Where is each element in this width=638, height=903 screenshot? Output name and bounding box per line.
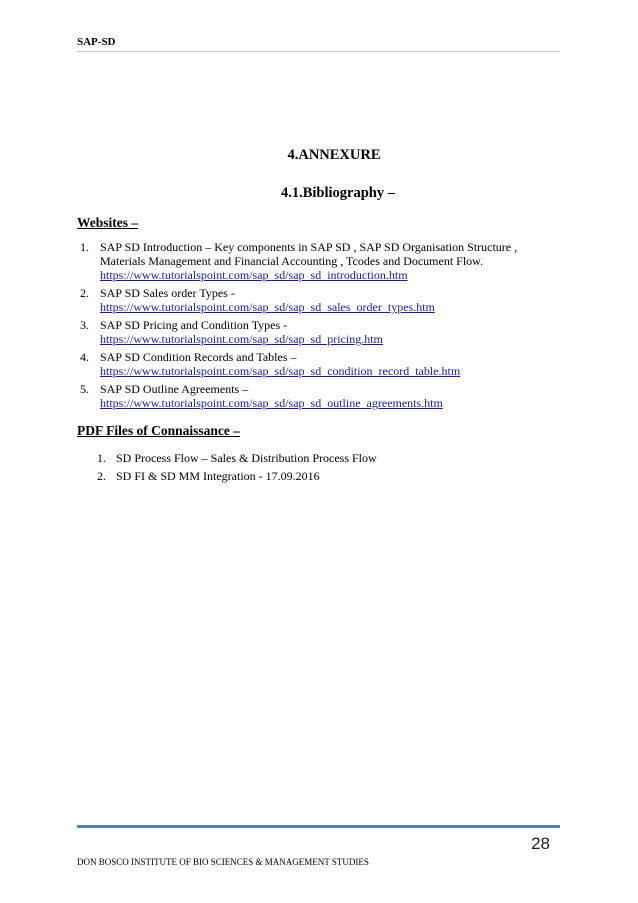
header-divider bbox=[77, 51, 560, 52]
list-item-number: 5. bbox=[80, 382, 89, 396]
pdf-files-list bbox=[97, 451, 537, 487]
bibliography-heading: 4.1.Bibliography – bbox=[280, 185, 395, 201]
list-item-number: 4. bbox=[80, 350, 89, 364]
reference-link[interactable]: https://www.tutorialspoint.com/sap_sd/sap_sd_pricing.htm bbox=[100, 332, 383, 346]
list-item bbox=[77, 318, 557, 346]
list-item-text: SD FI & SD MM Integration - 17.09.2016 bbox=[116, 469, 320, 483]
list-item-text: SAP SD Outline Agreements – bbox=[100, 382, 249, 396]
list-item-text: SAP SD Condition Records and Tables – bbox=[100, 350, 297, 364]
list-item bbox=[77, 240, 557, 282]
list-item bbox=[77, 382, 557, 410]
list-item-text: SAP SD Sales order Types - bbox=[100, 286, 235, 300]
header-title: SAP-SD bbox=[77, 36, 116, 48]
reference-link[interactable]: https://www.tutorialspoint.com/sap_sd/sap_sd_sales_order_types.htm bbox=[100, 300, 435, 314]
list-item bbox=[97, 451, 537, 465]
reference-link[interactable]: https://www.tutorialspoint.com/sap_sd/sap_sd_condition_record_table.htm bbox=[100, 364, 461, 378]
websites-list bbox=[77, 240, 557, 414]
list-item-text: SAP SD Pricing and Condition Types - bbox=[100, 318, 288, 332]
list-item-text: SD Process Flow – Sales & Distribution Process Flow bbox=[116, 451, 377, 465]
reference-link[interactable]: https://www.tutorialspoint.com/sap_sd/sap_sd_outline_agreements.htm bbox=[100, 396, 443, 410]
list-item bbox=[77, 350, 557, 378]
list-item-number: 3. bbox=[80, 318, 89, 332]
footer-divider bbox=[77, 825, 560, 828]
list-item bbox=[77, 286, 557, 314]
list-item-number: 1. bbox=[80, 240, 89, 254]
list-item-number: 1. bbox=[97, 451, 106, 465]
list-item-number: 2. bbox=[80, 286, 89, 300]
list-item-text: SAP SD Introduction – Key components in SAP SD , SAP SD Organisation Structure , Materials Management and Financial Accounting , Tcodes and Document Flow. bbox=[100, 240, 518, 268]
websites-section-title: Websites – bbox=[77, 215, 139, 230]
page-number: 28 bbox=[531, 834, 550, 853]
pdf-files-section-title: PDF Files of Connaissance – bbox=[77, 423, 240, 438]
reference-link[interactable]: https://www.tutorialspoint.com/sap_sd/sap_sd_introduction.htm bbox=[100, 268, 408, 282]
annexure-heading: 4.ANNEXURE bbox=[287, 147, 381, 163]
list-item bbox=[97, 469, 537, 483]
footer-institute: DON BOSCO INSTITUTE OF BIO SCIENCES & MANAGEMENT STUDIES bbox=[77, 857, 369, 867]
list-item-number: 2. bbox=[97, 469, 106, 483]
